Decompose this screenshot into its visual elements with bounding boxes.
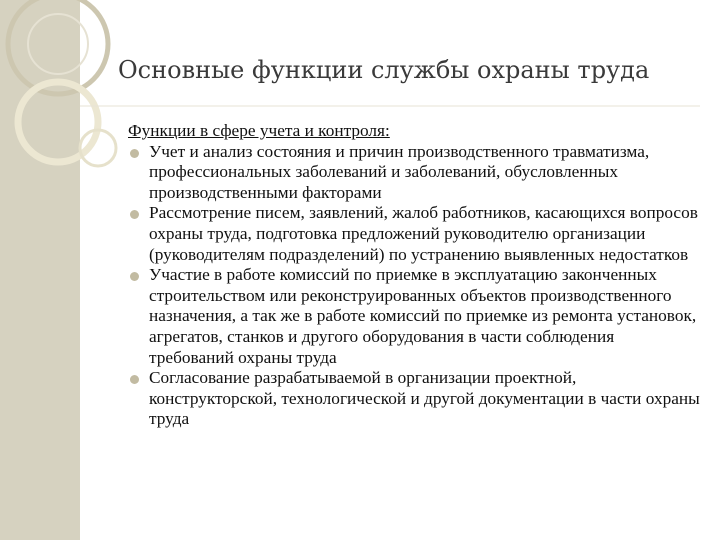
bullet-dot-icon (130, 210, 139, 219)
list-item (128, 142, 703, 204)
left-decorative-band (0, 0, 80, 540)
list-item (128, 265, 703, 368)
list-item-text: Согласование разрабатываемой в организации проектной, конструкторской, технологической и другой документации в части охраны труда (149, 368, 700, 429)
bullet-dot-icon (130, 149, 139, 158)
list-item-text: Рассмотрение писем, заявлений, жалоб работников, касающихся вопросов охраны труда, подготовка предложений руководителю организации (руководителям подразделений) по устранению выявленных недостатков (149, 203, 698, 264)
bullet-list (128, 142, 703, 430)
slide-title: Основные функции службы охраны труда (118, 56, 650, 84)
list-item-text: Учет и анализ состояния и причин производственного травматизма, профессиональных заболеваний и заболеваний, обусловленных производственными факторами (149, 141, 650, 202)
list-item-text: Участие в работе комиссий по приемке в эксплуатацию законченных строительством или реконструированных объектов производственного назначения, а так же в работе комиссий по приемке из ремонта установок, агрегатов, станков и другого оборудования в части соблюдения требований охраны труда (149, 265, 697, 367)
bullet-dot-icon (130, 375, 139, 384)
slide-content (128, 121, 703, 430)
list-item (128, 368, 703, 430)
list-item (128, 203, 703, 265)
bullet-dot-icon (130, 272, 139, 281)
section-subheading: Функции в сфере учета и контроля: (128, 121, 390, 140)
